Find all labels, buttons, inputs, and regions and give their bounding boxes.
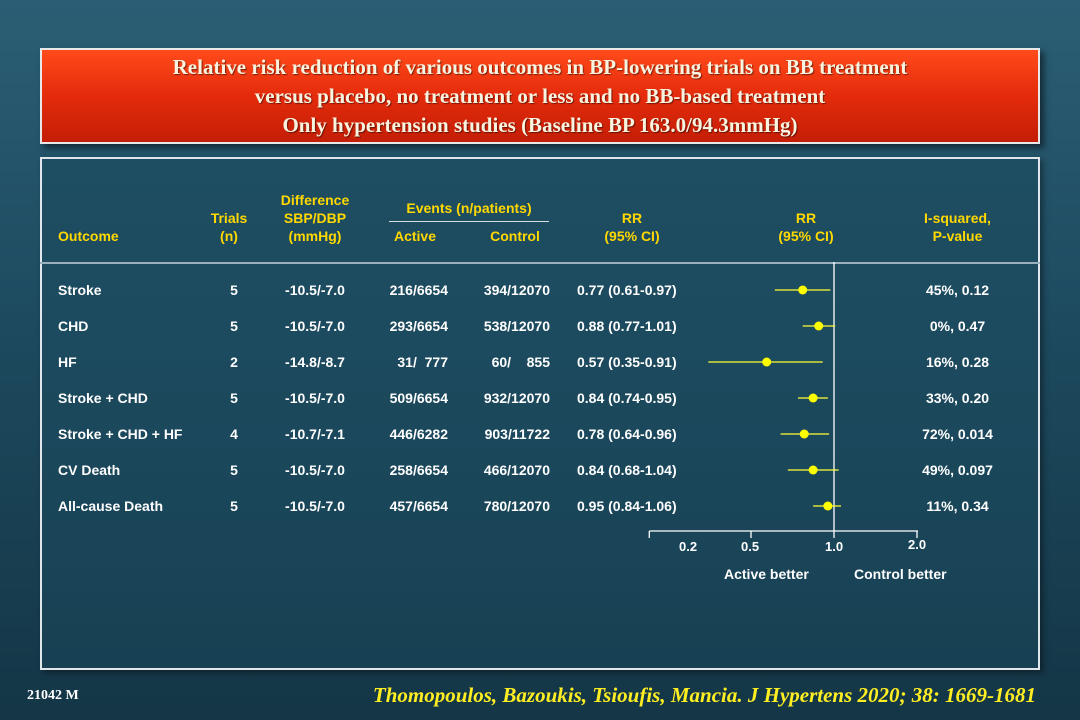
header-active: Active <box>393 228 437 244</box>
row-rr: 0.84 (0.74-0.95) <box>577 390 677 406</box>
header-rr-plot-1: RR <box>795 210 817 226</box>
row-rr: 0.95 (0.84-1.06) <box>577 498 677 514</box>
rr-point <box>809 394 818 403</box>
header-control: Control <box>490 228 540 244</box>
row-control: 538/12070 <box>483 318 550 334</box>
row-rr: 0.84 (0.68-1.04) <box>577 462 677 478</box>
row-isq: 16%, 0.28 <box>925 354 990 370</box>
row-trials: 5 <box>230 498 238 514</box>
citation: Thomopoulos, Bazoukis, Tsioufis, Mancia. J Hypertens 2020; 38: 1669-1681 <box>372 683 1036 707</box>
row-diff: -10.5/-7.0 <box>285 390 345 406</box>
rr-point <box>800 430 809 439</box>
header-events: Events (n/patients) <box>406 200 532 216</box>
slide-code: 21042 M <box>27 688 79 703</box>
x-tick-label: 0.5 <box>741 539 760 554</box>
row-active: 457/6654 <box>389 498 448 514</box>
row-diff: -10.5/-7.0 <box>285 462 345 478</box>
row-diff: -14.8/-8.7 <box>285 354 345 370</box>
row-trials: 2 <box>230 354 238 370</box>
row-isq: 0%, 0.47 <box>929 318 986 334</box>
control-better-label: Control better <box>854 566 947 582</box>
row-trials: 5 <box>230 390 238 406</box>
header-diff-1: Difference <box>280 192 350 208</box>
title-line-3: Only hypertension studies (Baseline BP 163.0/94.3mmHg) <box>282 112 798 137</box>
row-rr: 0.78 (0.64-0.96) <box>577 426 677 442</box>
row-control: 394/12070 <box>483 282 550 298</box>
rr-point <box>823 502 832 511</box>
row-outcome: Stroke <box>58 282 102 298</box>
row-diff: -10.5/-7.0 <box>285 318 345 334</box>
rr-point <box>814 322 823 331</box>
header-rr-2: (95% CI) <box>604 228 660 244</box>
row-control: 903/11722 <box>484 426 550 442</box>
row-active: 509/6654 <box>389 390 448 406</box>
title-line-1: Relative risk reduction of various outcomes in BP-lowering trials on BB treatment <box>172 54 908 79</box>
row-control: 780/12070 <box>483 498 550 514</box>
row-trials: 5 <box>230 318 238 334</box>
title-line-2: versus placebo, no treatment or less and no BB-based treatment <box>254 83 826 108</box>
row-outcome: All-cause Death <box>58 498 164 514</box>
header-isq-2: P-value <box>932 228 983 244</box>
row-rr: 0.88 (0.77-1.01) <box>577 318 677 334</box>
x-tick-label: 0.2 <box>679 539 698 554</box>
row-trials: 4 <box>230 426 238 442</box>
x-tick-label: 1.0 <box>825 539 844 554</box>
active-better-label: Active better <box>724 566 809 582</box>
header-isq-1: I-squared, <box>924 210 991 226</box>
row-active: 216/6654 <box>389 282 448 298</box>
header-trials-2: (n) <box>220 228 238 244</box>
rr-point <box>809 466 818 475</box>
row-rr: 0.77 (0.61-0.97) <box>577 282 677 298</box>
row-active: 446/6282 <box>389 426 448 442</box>
row-isq: 45%, 0.12 <box>925 282 990 298</box>
row-isq: 33%, 0.20 <box>925 390 990 406</box>
row-active: 31/ 777 <box>397 354 448 370</box>
header-outcome: Outcome <box>58 228 119 244</box>
row-control: 932/12070 <box>483 390 550 406</box>
rr-point <box>798 286 807 295</box>
row-control: 466/12070 <box>483 462 550 478</box>
header-rr-plot-2: (95% CI) <box>778 228 834 244</box>
row-isq: 11%, 0.34 <box>926 498 989 514</box>
row-active: 258/6654 <box>389 462 448 478</box>
row-isq: 72%, 0.014 <box>922 426 993 442</box>
row-outcome: HF <box>58 354 77 370</box>
row-control: 60/ 855 <box>491 354 550 370</box>
row-trials: 5 <box>230 462 238 478</box>
x-tick-label: 2.0 <box>908 537 927 552</box>
row-diff: -10.5/-7.0 <box>285 282 345 298</box>
header-trials-1: Trials <box>210 210 248 226</box>
row-outcome: Stroke + CHD <box>58 390 148 406</box>
row-outcome: CHD <box>58 318 89 334</box>
row-rr: 0.57 (0.35-0.91) <box>577 354 677 370</box>
rr-point <box>762 358 771 367</box>
header-diff-2: SBP/DBP <box>283 210 347 226</box>
row-active: 293/6654 <box>389 318 448 334</box>
header-rr-1: RR <box>621 210 643 226</box>
row-outcome: Stroke + CHD + HF <box>58 426 183 442</box>
row-outcome: CV Death <box>58 462 121 478</box>
header-diff-3: (mmHg) <box>288 228 342 244</box>
row-trials: 5 <box>230 282 238 298</box>
row-diff: -10.7/-7.1 <box>285 426 345 442</box>
row-diff: -10.5/-7.0 <box>285 498 345 514</box>
row-isq: 49%, 0.097 <box>922 462 993 478</box>
